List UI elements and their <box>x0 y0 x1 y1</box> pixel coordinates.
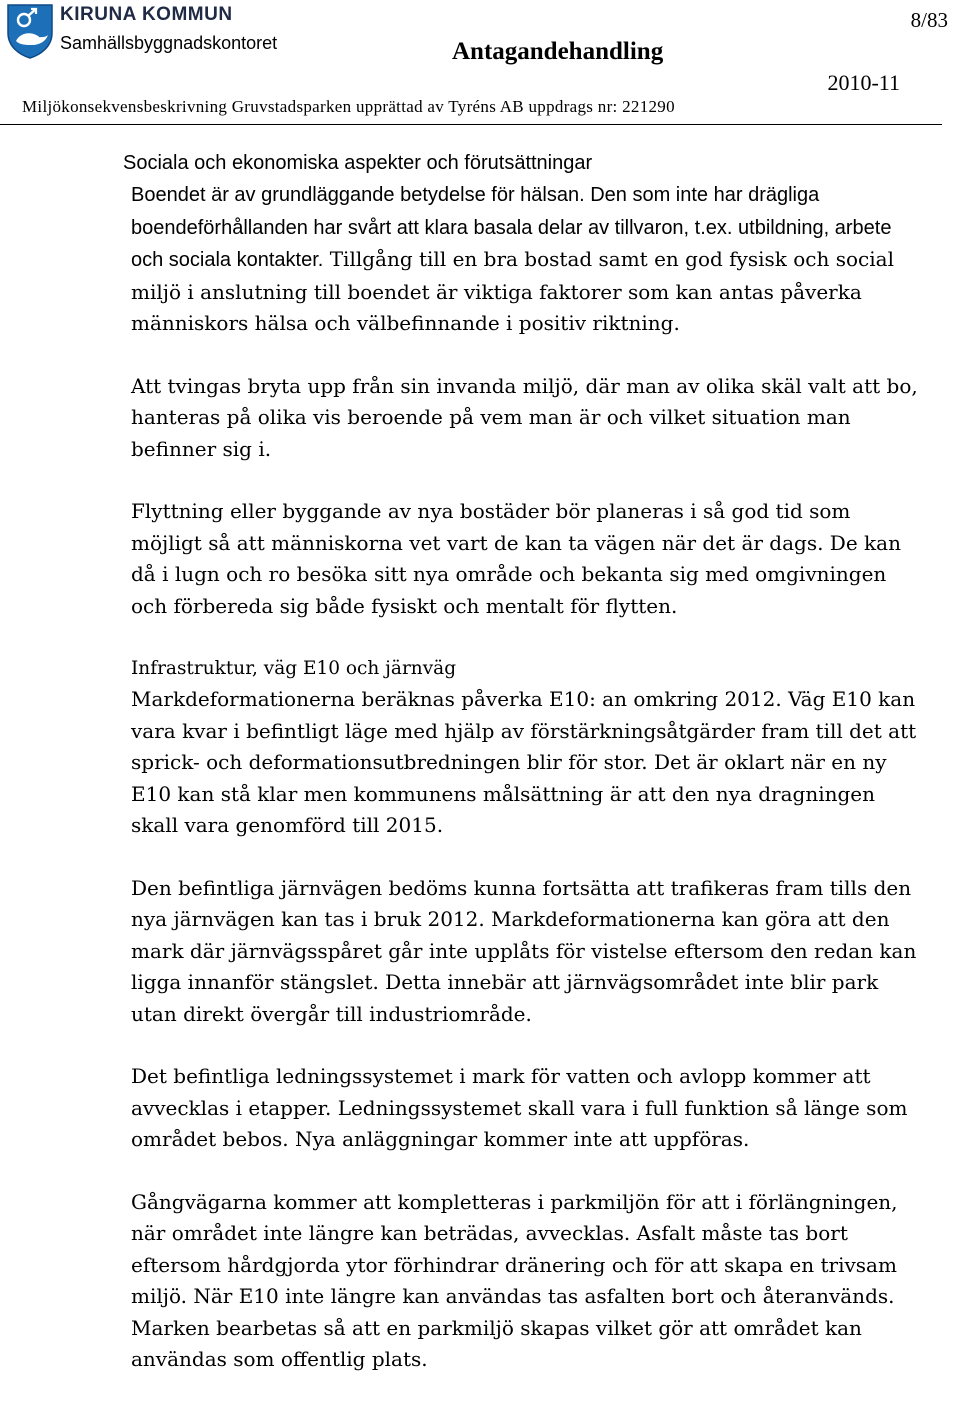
page-header <box>0 0 960 128</box>
paragraph: Den befintliga järnvägen bedöms kunna fortsätta att trafikeras fram tills den nya järnvägen kan tas i bruk 2012. Markdeformationerna kan göra att den mark där järnvägsspåret går inte upplåts för vistelse eftersom den redan kan ligga innanför stängslet. Detta innebär att järnvägsområdet inte blir park utan direkt övergår till industriområde. <box>131 875 917 1026</box>
kiruna-coat-of-arms-icon <box>6 3 54 59</box>
document-body <box>123 148 921 1407</box>
paragraph-text: Boendet är av grundläggande betydelse för hälsan. Den som inte har drägliga boendeförhållanden har svårt att klara basala delar av tillvaron, t.ex. utbildning, arbete och sociala kontakter. <box>131 184 892 271</box>
document-subtitle: Miljökonsekvensbeskrivning Gruvstadsparken upprättad av Tyréns AB uppdrags nr: 221290 <box>22 97 675 116</box>
section-heading-infrastructure: Infrastruktur, väg E10 och järnväg <box>131 658 457 679</box>
paragraph: Flyttning eller byggande av nya bostäder bör planeras i så god tid som möjligt så att människorna vet vart de kan ta vägen när det är dags. De kan då i lugn och ro besöka sitt nya område och bekanta sig med omgivningen och förbereda sig både fysiskt och mentalt för flytten. <box>131 499 901 618</box>
paragraph <box>131 179 921 340</box>
brand-name: KIRUNA KOMMUN <box>60 4 233 25</box>
paragraph-text: Tillgång till en bra bostad samt en god fysisk och social miljö i anslutning till boendet är viktiga faktorer som kan antas påverka människors hälsa och välbefinnande i positiv riktning. <box>131 247 894 335</box>
office-name: Samhällsbyggnadskontoret <box>60 33 278 53</box>
page-number: 8/83 <box>910 8 948 32</box>
document-date: 2010-11 <box>827 70 900 95</box>
document-status: Antagandehandling <box>452 38 664 65</box>
section-heading-social: Sociala och ekonomiska aspekter och förutsättningar <box>123 152 593 174</box>
paragraph: Att tvingas bryta upp från sin invanda miljö, där man av olika skäl valt att bo, hanteras på olika vis beroende på vem man är och vilket situation man befinner sig i. <box>131 373 918 461</box>
header-divider <box>0 124 942 125</box>
paragraph: Markdeformationerna beräknas påverka E10: an omkring 2012. Väg E10 kan vara kvar i befintligt läge med hjälp av förstärkningsåtgärder fram till det att sprick- och deformationsutbredningen blir för stor. Det är oklart när en ny E10 kan stå klar men kommunens målsättning är att den nya dragningen skall vara genomförd till 2015. <box>131 687 917 837</box>
paragraph: Gångvägarna kommer att kompletteras i parkmiljön för att i förlängningen, när området inte längre kan beträdas, avvecklas. Asfalt måste tas bort eftersom hårdgjorda ytor förhindrar dränering och för att skapa en trivsam miljö. När E10 inte längre kan användas tas asfalten bort och återanvänds. Marken bearbetas så att en parkmiljö skapas vilket gör att området kan användas som offentlig plats. <box>131 1189 898 1371</box>
paragraph: Det befintliga ledningssystemet i mark för vatten och avlopp kommer att avvecklas i etapper. Ledningssystemet skall vara i full funktion så länge som området bebos. Nya anläggningar kommer inte att uppföras. <box>131 1064 908 1151</box>
